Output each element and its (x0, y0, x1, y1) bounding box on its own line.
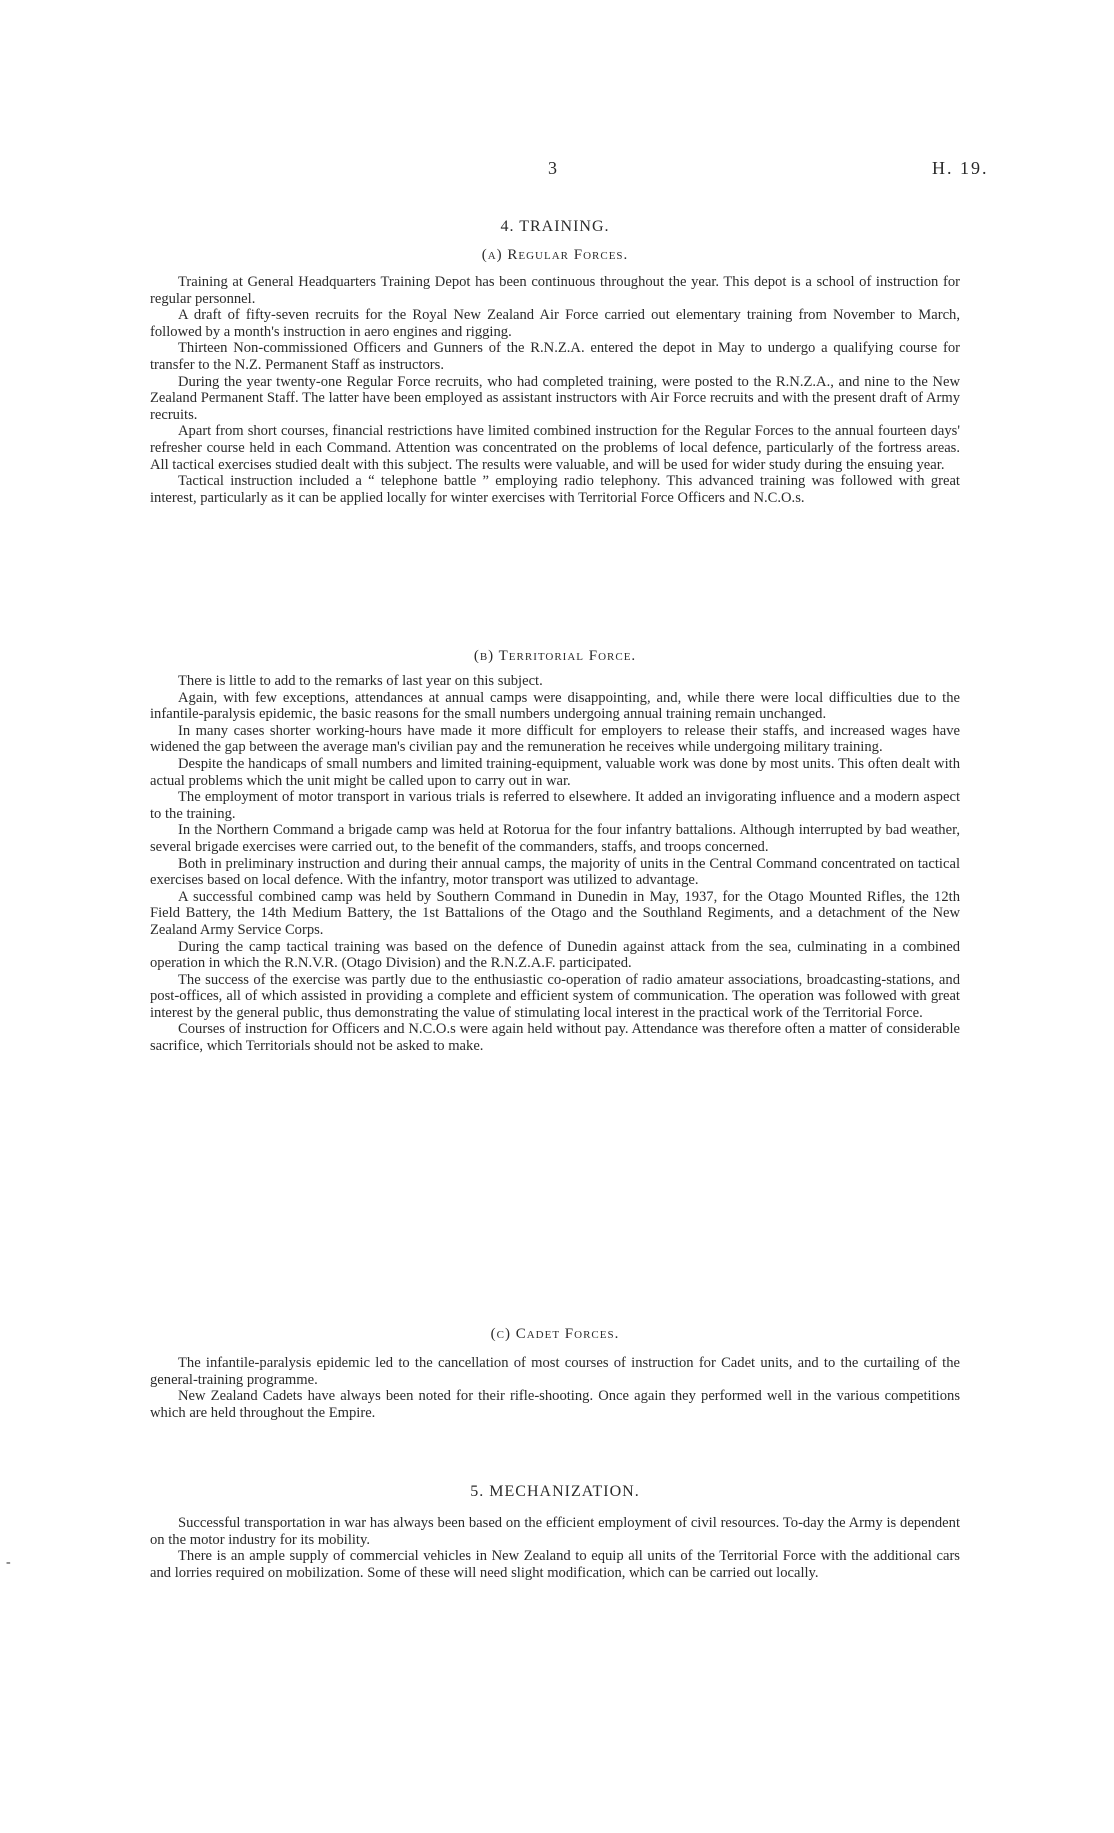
cadet-forces-subsection (150, 1326, 960, 1421)
subsection-title-territorial: (b) Territorial Force. (473, 648, 637, 664)
regular-forces-subsection (150, 247, 960, 506)
paragraph: New Zealand Cadets have always been noted for their rifle-shooting. Once again they performed well in the various competitions which are held throughout the Empire. (150, 1388, 960, 1421)
paragraph: The infantile-paralysis epidemic led to the cancellation of most courses of instruction for Cadet units, and to the curtailing of the general-training programme. (150, 1355, 960, 1388)
paragraph: A draft of fifty-seven recruits for the Royal New Zealand Air Force carried out elementary training from November to March, followed by a month's instruction in aero engines and rigging. (150, 307, 960, 340)
paragraph: During the camp tactical training was based on the defence of Dunedin against attack from the sea, culminating in a combined operation in which the R.N.V.R. (Otago Division) and the R.N.Z.A.F. participated. (150, 938, 960, 972)
paragraph: There is an ample supply of commercial vehicles in New Zealand to equip all units of the Territorial Force with the additional cars and lorries required on mobilization. Some of these will need slight modification, which can be carried out locally. (150, 1548, 960, 1581)
paragraph: There is little to add to the remarks of last year on this subject. (178, 673, 543, 689)
paragraph: Despite the handicaps of small numbers and limited training-equipment, valuable work was done by most units. This often dealt with actual problems which the unit might be called upon to carry out in war. (150, 755, 960, 789)
subsection-title-regular: (a) Regular Forces. (481, 247, 629, 263)
margin-mark: - (6, 1555, 11, 1570)
paragraph: Both in preliminary instruction and during their annual camps, the majority of units in the Central Command concentrated on tactical exercises based on local defence. With the infantry, motor transport was utilized to advantage. (150, 855, 960, 889)
mechanization-section (150, 1483, 960, 1581)
section-title-training: 4. TRAINING. (500, 218, 610, 235)
paragraph: The employment of motor transport in various trials is referred to elsewhere. It added an invigorating influence and a modern aspect to the training. (150, 789, 960, 822)
territorial-force-subsection (150, 648, 960, 1055)
paragraph: Apart from short courses, financial restrictions have limited combined instruction for the Regular Forces to the annual fourteen days' refresher course held in each Command. Attention was concentrated on the problems of local defence, particularly of the fortress areas. All tactical exercises studied dealt with this subject. The results were valuable, and will be used for wider study during the ensuing year. (150, 423, 960, 473)
page-number: 3 (548, 158, 557, 178)
document-reference: H. 19. (932, 158, 989, 178)
paragraph: In the Northern Command a brigade camp was held at Rotorua for the four infantry battalions. Although interrupted by bad weather, several brigade exercises were carried out, to the benefit of the commanders, staffs, and troops concerned. (150, 822, 960, 855)
paragraph: During the year twenty-one Regular Force recruits, who had completed training, were posted to the R.N.Z.A., and nine to the New Zealand Permanent Staff. The latter have been employed as assistant instructors with Air Force recruits and with the present draft of Army recruits. (150, 373, 960, 423)
paragraph: Tactical instruction included a “ telephone battle ” employing radio telephony. This advanced training was followed with great interest, particularly as it can be applied locally for winter exercises with Territorial Force Officers and N.C.O.s. (150, 473, 960, 506)
paragraph: In many cases shorter working-hours have made it more difficult for employers to release their staffs, and increased wages have widened the gap between the average man's civilian pay and the remuneration he receives while undergoing military training. (150, 722, 960, 756)
subsection-title-cadet: (c) Cadet Forces. (490, 1326, 620, 1342)
paragraph: Successful transportation in war has always been based on the efficient employment of civil resources. To-day the Army is dependent on the motor industry for its mobility. (150, 1515, 960, 1548)
training-section (150, 218, 960, 236)
paragraph: The success of the exercise was partly due to the enthusiastic co-operation of radio amateur associations, broadcasting-stations, and post-offices, all of which assisted in providing a complete and efficient system of communication. The operation was followed with great interest by the general public, thus demonstrating the value of stimulating local interest in the practical work of the Territorial Force. (150, 971, 960, 1021)
paragraph: Thirteen Non-commissioned Officers and Gunners of the R.N.Z.A. entered the depot in May to undergo a qualifying course for transfer to the N.Z. Permanent Staff as instructors. (150, 340, 960, 373)
paragraph: Courses of instruction for Officers and N.C.O.s were again held without pay. Attendance was therefore often a matter of considerable sacrifice, which Territorials should not be asked to make. (150, 1021, 960, 1055)
paragraph: A successful combined camp was held by Southern Command in Dunedin in May, 1937, for the Otago Mounted Rifles, the 12th Field Battery, the 14th Medium Battery, the 1st Battalions of the Otago and the Southland Regiments, and a detachment of the New Zealand Army Service Corps. (150, 888, 960, 938)
paragraph: Training at General Headquarters Training Depot has been continuous throughout the year. This depot is a school of instruction for regular personnel. (150, 274, 960, 307)
paragraph: Again, with few exceptions, attendances at annual camps were disappointing, and, while there were local difficulties due to the infantile-paralysis epidemic, the basic reasons for the small numbers undergoing annual training remain unchanged. (150, 689, 960, 723)
section-title-mechanization: 5. MECHANIZATION. (470, 1483, 640, 1500)
